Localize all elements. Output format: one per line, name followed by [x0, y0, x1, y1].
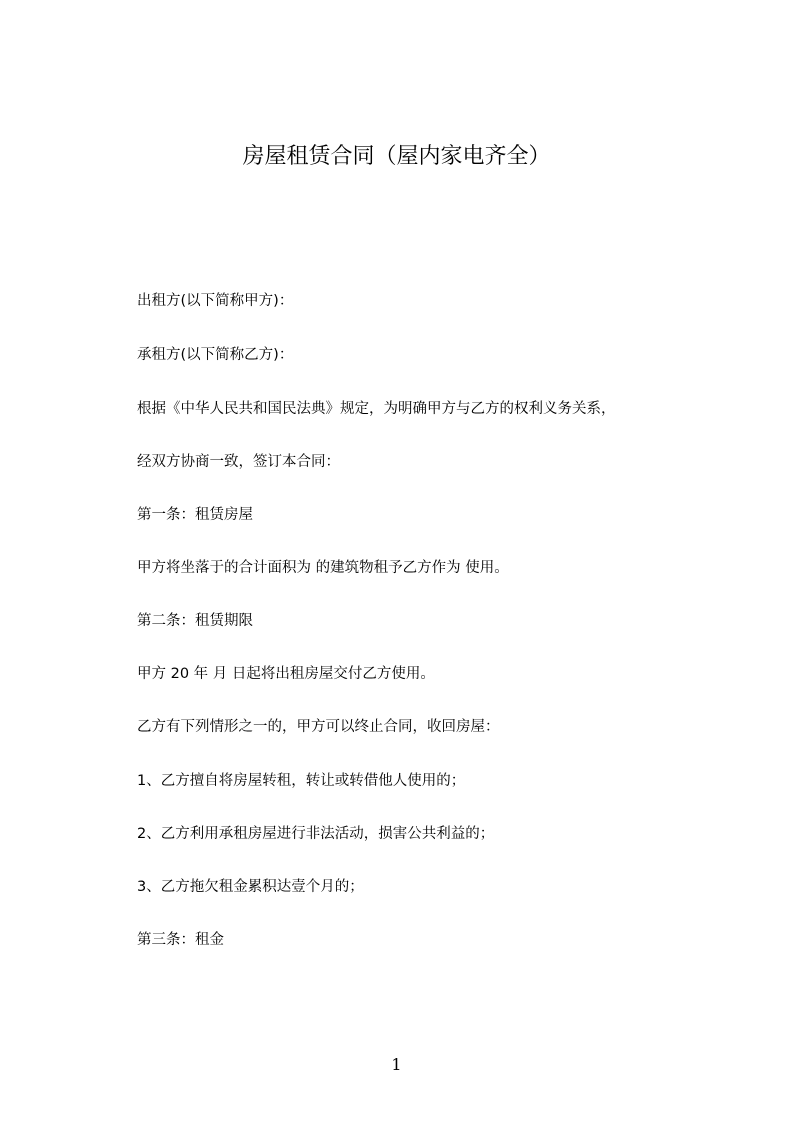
lessee-line: 承租方(以下简称乙方)： — [137, 347, 294, 363]
termination-item-1: 1、乙方擅自将房屋转租，转让或转借他人使用的； — [137, 773, 466, 789]
termination-intro: 乙方有下列情形之一的，甲方可以终止合同，收回房屋： — [137, 719, 500, 735]
preamble-line-1: 根据《中华人民共和国民法典》规定，为明确甲方与乙方的权利义务关系， — [137, 401, 616, 417]
contract-title: 房屋租赁合同（屋内家电齐全） — [242, 144, 551, 169]
page-number: 1 — [391, 1055, 402, 1074]
article-1-text: 甲方将坐落于的合计面积为 的建筑物租予乙方作为 使用。 — [137, 560, 509, 576]
article-1-heading: 第一条：租赁房屋 — [137, 507, 253, 523]
preamble-line-2: 经双方协商一致，签订本合同： — [137, 454, 340, 470]
termination-item-3: 3、乙方拖欠租金累积达壹个月的； — [137, 879, 364, 895]
article-3-heading: 第三条：租金 — [137, 932, 224, 948]
article-2-heading: 第二条：租赁期限 — [137, 613, 253, 629]
termination-item-2: 2、乙方利用承租房屋进行非法活动，损害公共利益的； — [137, 826, 495, 842]
article-2-text: 甲方 20 年 月 日起将出租房屋交付乙方使用。 — [137, 666, 435, 682]
lessor-line: 出租方(以下简称甲方)： — [137, 293, 294, 309]
